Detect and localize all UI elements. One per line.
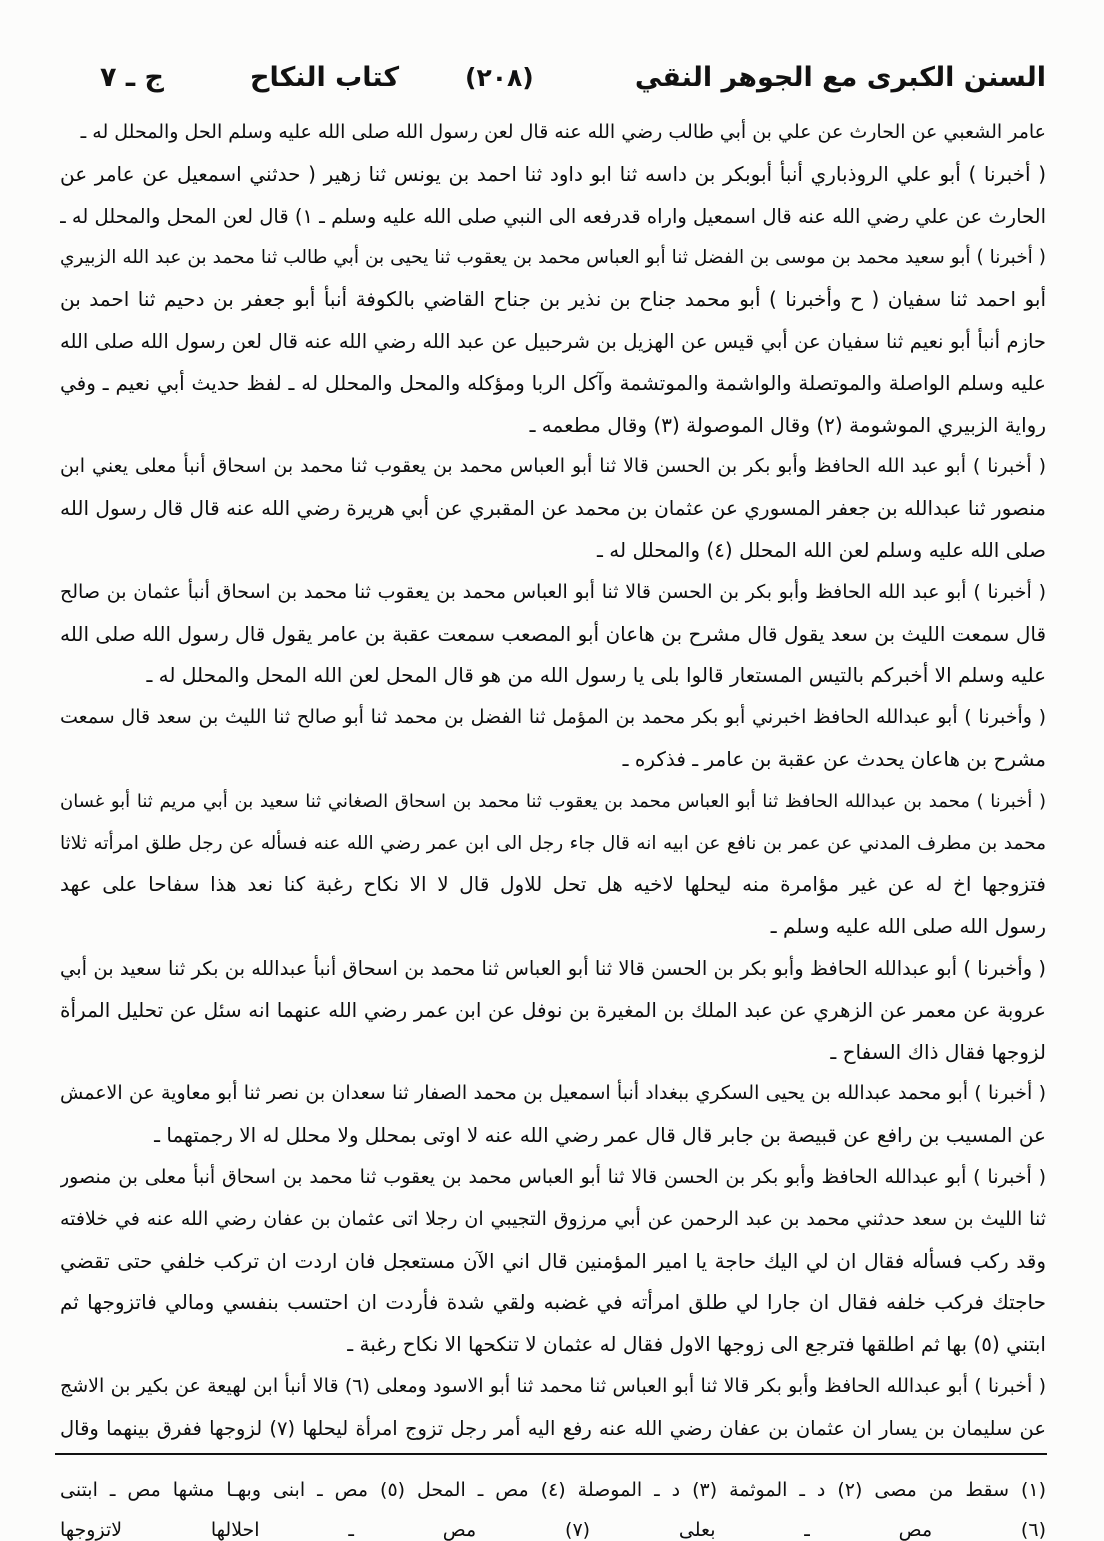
chapter-title: كتاب النكاح bbox=[250, 62, 400, 93]
footnote-divider bbox=[55, 1453, 1047, 1455]
text-line: حازم أنبأ أبو نعيم ثنا سفيان عن أبي قيس عن الهزيل بن شرحبيل عن عبد الله رضي الله عنه قال لعن رسول الله صلى الله bbox=[60, 329, 1046, 353]
text-line: قال سمعت الليث بن سعد يقول قال مشرح بن هاعان أبو المصعب سمعت عقبة بن عامر يقول قال رسول الله صلى الله bbox=[60, 621, 1046, 646]
text-line: عامر الشعبي عن الحارث عن علي بن أبي طالب رضي الله عنه قال لعن رسول الله صلى الله عليه وسلم الحل والمحلل له ـ bbox=[80, 121, 1046, 143]
text-line: فتزوجها اخ له عن غير مؤامرة منه ليحلها لاخيه هل تحل للاول قال لا الا نكاح رغبة كنا نعد هذا سفاحا على عهد bbox=[60, 872, 1046, 897]
text-line: عروبة عن معمر عن الزهري عن عبد الملك بن المغيرة بن نوفل عن ابن عمر رضي الله عنهما انه سئل عن تحليل المرأة bbox=[60, 997, 1046, 1022]
text-line: محمد بن مطرف المدني عن عمر بن نافع عن ابيه انه قال جاء رجل الى ابن عمر رضي الله عنه فسأله عن رجل طلق امرأته ثلاثا bbox=[60, 832, 1046, 854]
text-line: ( أخبرنا ) أبو علي الروذباري أنبأ أبوبكر بن داسه ثنا ابو داود ثنا احمد بن يونس ثنا زهير ( حدثني اسمعيل عن عامر عن bbox=[60, 161, 1046, 186]
text-line: وقد ركب فسأله فقال ان لي اليك حاجة يا امير المؤمنين قال اني الآن مستعجل فان اردت ان تركب خلفي حتى تقضي bbox=[60, 1248, 1046, 1273]
main-text bbox=[60, 112, 1046, 1450]
text-line: عن سليمان بن يسار ان عثمان بن عفان رضي الله عنه رفع اليه أمر رجل تزوج امرأة ليحلها (٧) لزوجها ففرق بينهما وقال bbox=[60, 1416, 1046, 1440]
text-line: رسول الله صلى الله عليه وسلم ـ bbox=[770, 914, 1046, 939]
text-line: ( أخبرنا ) محمد بن عبدالله الحافظ ثنا أبو العباس محمد بن يعقوب ثنا محمد بن اسحاق الصغاني ثنا سعيد بن أبي مريم ثنا أبو غسان bbox=[60, 790, 1046, 812]
text-line: ( أخبرنا ) أبو سعيد محمد بن موسى بن الفضل ثنا أبو العباس محمد بن يعقوب ثنا يحيى بن أبي طالب ثنا محمد بن عبد الله الزبيري bbox=[60, 247, 1046, 269]
footnotes bbox=[60, 1470, 1046, 1541]
running-title: السنن الكبرى مع الجوهر النقي bbox=[634, 62, 1046, 93]
text-line: منصور ثنا عبدالله بن جعفر المسوري عن عثمان بن محمد عن المقبري عن أبي هريرة رضي الله عنه قال قال رسول الله bbox=[60, 496, 1046, 521]
text-line: رواية الزبيري الموشومة (٢) وقال الموصولة (٣) وقال مطعمه ـ bbox=[529, 412, 1046, 437]
text-line: ( وأخبرنا ) أبو عبدالله الحافظ وأبو بكر بن الحسن قالا ثنا أبو العباس ثنا محمد بن اسحاق أنبأ عبدالله بن بكر ثنا سعيد بن أبي bbox=[60, 956, 1046, 980]
text-line: صلى الله عليه وسلم لعن الله المحلل (٤) والمحلل له ـ bbox=[597, 537, 1046, 562]
text-line: عليه وسلم الواصلة والموتصلة والواشمة والموتشمة وآكل الربا ومؤكله والمحل والمحلل له ـ لفظ حديث أبي نعيم ـ وفي bbox=[60, 370, 1046, 395]
text-line: عن المسيب بن رافع عن قبيصة بن جابر قال قال عمر رضي الله عنه لا اوتى بمحلل ولا محلل له الا رجمتهما ـ bbox=[154, 1123, 1046, 1148]
text-line: لزوجها فقال ذاك السفاح ـ bbox=[830, 1039, 1046, 1064]
text-line: مشرح بن هاعان يحدث عن عقبة بن عامر ـ فذكره ـ bbox=[622, 746, 1046, 771]
page-number: (٢٠٨) bbox=[465, 63, 534, 92]
footnote-line: (٦) مص ـ بعلى (٧) مص ـ احلالها لاتزوجها bbox=[60, 1519, 1046, 1541]
text-line: أبو احمد ثنا سفيان ( ح وأخبرنا ) أبو محمد جناح بن نذير بن جناح القاضي بالكوفة أنبأ أبو جعفر بن دحيم ثنا احمد بن bbox=[60, 287, 1046, 312]
text-line: ( وأخبرنا ) أبو عبدالله الحافظ اخبرني أبو بكر محمد بن المؤمل ثنا الفضل بن محمد ثنا أبو صالح ثنا الليث بن سعد قال سمعت bbox=[60, 706, 1046, 729]
text-line: حاجتك فركب خلفه فقال ان جارا لي طلق امرأته في غضبه ولقي شدة فأردت ان احتسب بنفسي ومالي فاتزوجها ثم bbox=[60, 1290, 1046, 1315]
volume-number: ج ـ ٧ bbox=[100, 62, 164, 93]
text-line: عليه وسلم الا أخبركم بالتيس المستعار قالوا بلى يا رسول الله من هو قال المحل لعن الله المحل والمحلل له ـ bbox=[146, 663, 1046, 688]
text-line: ( أخبرنا ) أبو عبدالله الحافظ وأبو بكر قالا ثنا أبو العباس ثنا محمد ثنا أبو الاسود ومعلى (٦) قالا أنبأ ابن لهيعة عن بكير بن الاشج bbox=[60, 1374, 1046, 1397]
text-line: الحارث عن علي رضي الله عنه قال اسمعيل واراه قدرفعه الى النبي صلى الله عليه وسلم ـ ١) قال لعن المحل والمحلل له ـ bbox=[60, 204, 1046, 228]
footnote-line: (١) سقط من مصى (٢) د ـ الموثمة (٣) د ـ الموصلة (٤) مص ـ المحل (٥) مص ـ ابنى وبهـا مشها مص ـ ابتنى bbox=[60, 1479, 1046, 1501]
text-line: ثنا الليث بن سعد حدثني محمد بن عبد الرحمن عن أبي مرزوق التجيبي ان رجلا اتى عثمان بن عفان رضي الله عنه في خلافته bbox=[60, 1207, 1046, 1230]
text-line: ( أخبرنا ) أبو محمد عبدالله بن يحيى السكري ببغداد أنبأ اسمعيل بن محمد الصفار ثنا سعدان بن نصر ثنا أبو معاوية عن الاعمش bbox=[60, 1082, 1046, 1105]
text-line: ( أخبرنا ) أبو عبدالله الحافظ وأبو بكر بن الحسن قالا ثنا أبو العباس محمد بن يعقوب ثنا محمد بن اسحاق أنبأ معلى بن منصور bbox=[60, 1165, 1046, 1188]
text-line: ( أخبرنا ) أبو عبد الله الحافظ وأبو بكر بن الحسن قالا ثنا أبو العباس محمد بن يعقوب ثنا محمد بن اسحاق أنبأ معلى يعني ابن bbox=[60, 455, 1046, 478]
text-line: ابتني (٥) بها ثم اطلقها فترجع الى زوجها الاول فقال له عثمان لا تنكحها الا نكاح رغبة ـ bbox=[347, 1332, 1046, 1357]
text-line: ( أخبرنا ) أبو عبد الله الحافظ وأبو بكر بن الحسن قالا ثنا أبو العباس محمد بن يعقوب ثنا محمد بن اسحاق أنبأ عثمان بن صالح bbox=[60, 580, 1046, 603]
